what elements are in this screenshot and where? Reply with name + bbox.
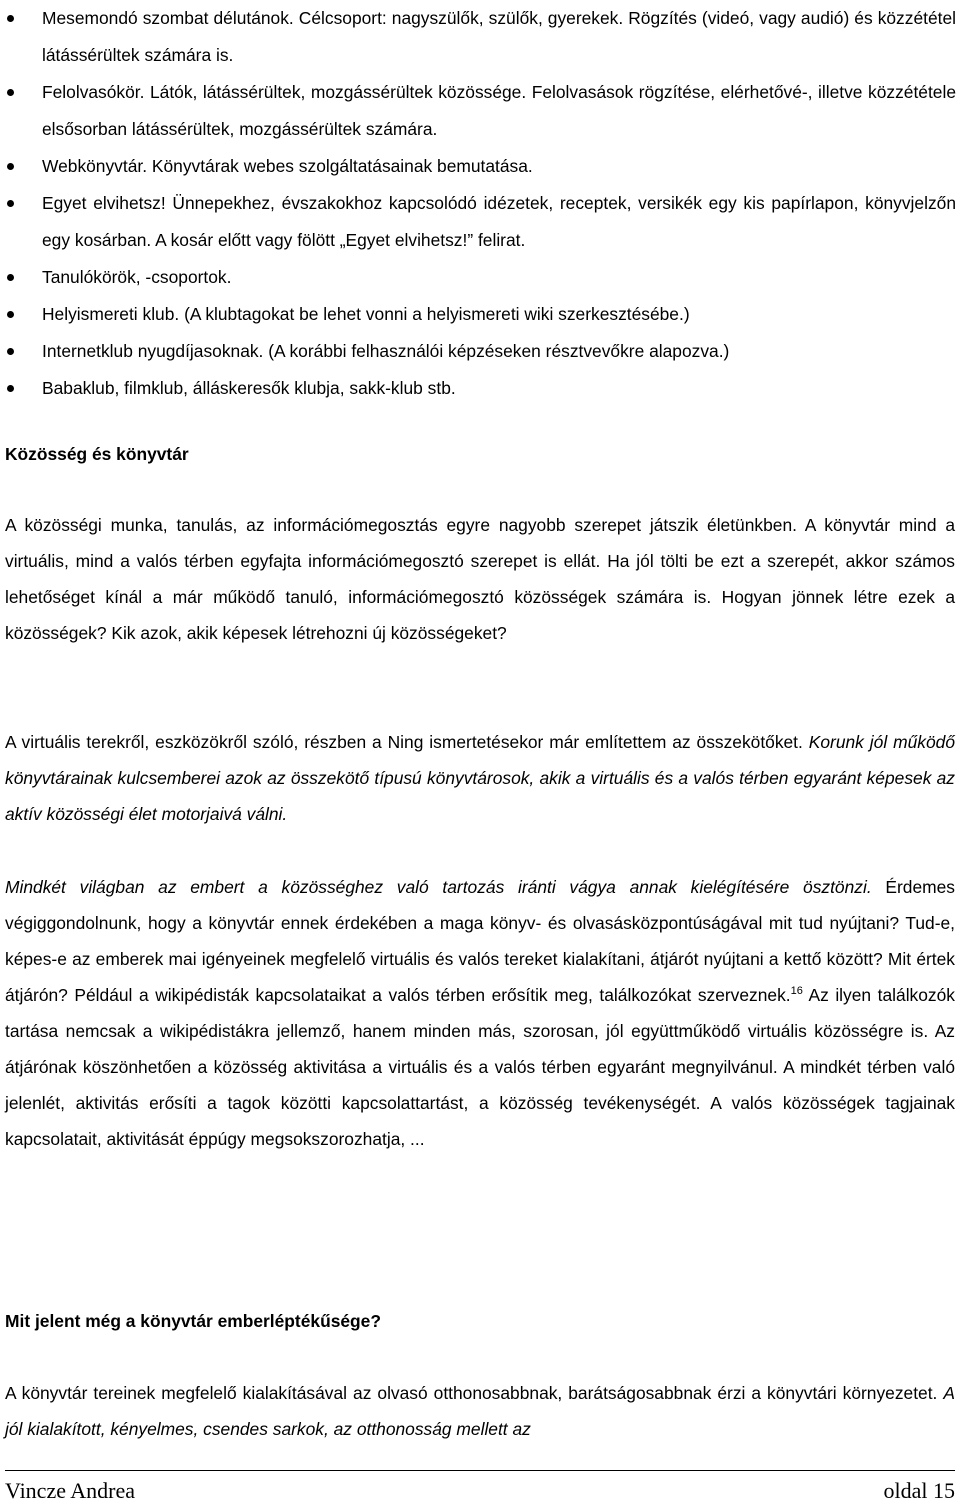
paragraph-text: A könyvtár tereinek megfelelő kialakításával az olvasó otthonosabbnak, barátságosabbnak érzi a könyvtári környezetet. [5, 1383, 938, 1403]
footnote-marker: 16 [790, 985, 803, 998]
bullet-icon [7, 200, 14, 207]
bullet-icon [7, 163, 14, 170]
list-item: Babaklub, filmklub, álláskeresők klubja, sakk-klub stb. [0, 370, 960, 407]
paragraph [5, 869, 955, 1157]
list-item: Felolvasókör. Látók, látássérültek, mozgássérültek közössége. Felolvasások rögzítése, elérhetővé-, illetve közzététele elsősorban látássérültek, mozgássérültek számára. [0, 74, 960, 148]
paragraph-text: Érdemes végiggondolnunk, hogy a könyvtár ennek érdekében a maga könyv- és olvasásközpontúságával mit tud nyújtani? Tud-e, képes-e az emberek mai igényeinek megfelelő virtuális és valós tereket kialakítani, átjárót nyújtani a kettő között? Mit értek átjárón? Például a wikipédisták kapcsolataikat a valós térben erősítik meg, találkozókat szerveznek. [5, 877, 955, 1005]
list-item: Tanulókörök, -csoportok. [0, 259, 960, 296]
paragraph-text: A virtuális terekről, eszközökről szóló, részben a Ning ismertetésekor már említettem az összekötőket. [5, 732, 803, 752]
page-footer [5, 1478, 955, 1504]
bullet-icon [7, 348, 14, 355]
list-item: Webkönyvtár. Könyvtárak webes szolgáltatásainak bemutatása. [0, 148, 960, 185]
paragraph [5, 1375, 955, 1447]
section-heading: Mit jelent még a könyvtár emberléptékűsége? [5, 1311, 381, 1331]
paragraph-italic-text: Korunk jól működő könyvtárainak kulcsemberei azok az összekötő típusú könyvtárosok, akik a virtuális és a valós térben egyaránt képesek az aktív közösségi élet motorjaivá válni. [5, 732, 955, 824]
bullet-list [0, 0, 960, 407]
list-item: Egyet elvihetsz! Ünnepekhez, évszakokhoz kapcsolódó idézetek, receptek, versikék egy kis papírlapon, könyvjelzőn egy kosárban. A kosár előtt vagy fölött „Egyet elvihetsz!” felirat. [0, 185, 960, 259]
bullet-icon [7, 15, 14, 22]
paragraph-italic-text: Mindkét világban az embert a közösséghez való tartozás iránti vágya annak kielégítésére ösztönzi. [5, 877, 872, 897]
bullet-icon [7, 311, 14, 318]
footer-author: Vincze Andrea [5, 1478, 136, 1503]
bullet-icon [7, 274, 14, 281]
list-item: Mesemondó szombat délutánok. Célcsoport: nagyszülők, szülők, gyerekek. Rögzítés (videó, vagy audió) és közzététel látássérültek számára is. [0, 0, 960, 74]
paragraph-text: Az ilyen találkozók tartása nemcsak a wikipédistákra jellemző, hanem minden más, szorosan, jól együttműködő virtuális közösségre is. Az átjárónak köszönhetően a közösség aktivitása a virtuális és a valós térben egyaránt megnyilvánul. A mindkét térben való jelenlét, aktivitás erősíti a tagok közötti kapcsolattartást, a közösség tevékenységét. A valós közösségek tagjainak kapcsolatait, aktivitását éppúgy megsokszorozhatja, ... [5, 985, 955, 1149]
paragraph [5, 724, 955, 832]
footer-divider [5, 1470, 955, 1471]
paragraph: A közösségi munka, tanulás, az információmegosztás egyre nagyobb szerepet játszik életünkben. A könyvtár mind a virtuális, mind a valós térben egyfajta információmegosztó szerepet is ellát. Ha jól tölti be ezt a szerepét, akkor számos lehetőséget kínál a már működő tanuló, információmegosztó közösségek számára is. Hogyan jönnek létre ezek a közösségek? Kik azok, akik képesek létrehozni új közösségeket? [5, 515, 955, 643]
list-item: Internetklub nyugdíjasoknak. (A korábbi felhasználói képzéseken résztvevőkre alapozva.) [0, 333, 960, 370]
list-item: Helyismereti klub. (A klubtagokat be lehet vonni a helyismereti wiki szerkesztésébe.) [0, 296, 960, 333]
section-heading: Közösség és könyvtár [5, 444, 189, 464]
page-number: oldal 15 [883, 1478, 955, 1503]
bullet-icon [7, 385, 14, 392]
bullet-icon [7, 89, 14, 96]
paragraph-italic-text: A jól kialakított, kényelmes, csendes sarkok, az otthonosság mellett az [5, 1383, 955, 1439]
